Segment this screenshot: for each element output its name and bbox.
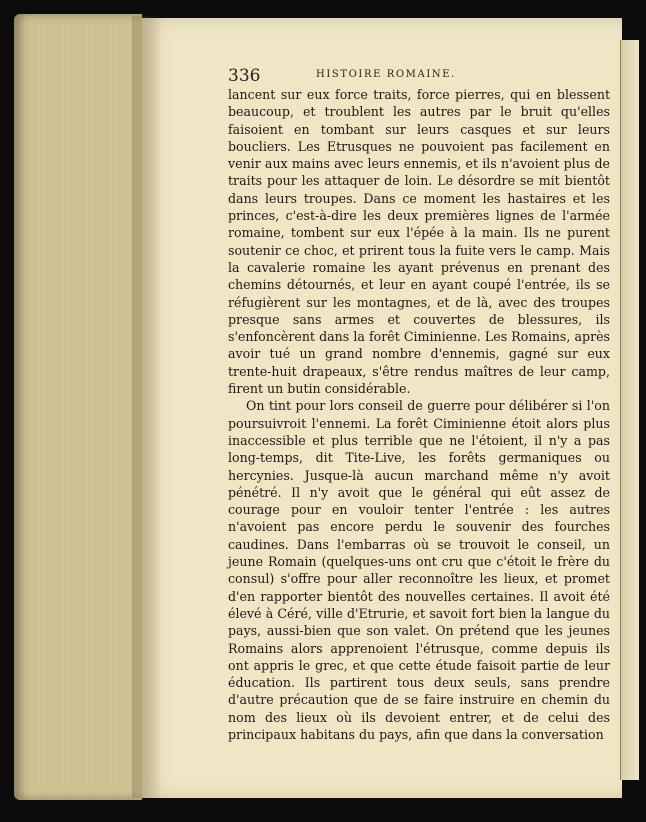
- page-header: [228, 66, 498, 88]
- gutter-shadow: [132, 16, 162, 798]
- paragraph: On tint pour lors conseil de guerre pour délibérer si l'on poursuivroit l'ennemi. La forêt Ciminienne étoit alors plus inaccessible et plus terrible que ne l'étoient, il n'y a pas long-temps, dit Tite-Live, les forêts germaniques ou hercynies. Jusque-là aucun marchand même n'y avoit pénétré. Il n'y avoit que le général qui eût assez de courage pour en vouloir tenter l'entrée : les autres n'avoient pas encore perdu le souvenir des fourches caudines. Dans l'embarras où se trouvoit le conseil, un jeune Romain (quelques-uns ont cru que c'étoit le frère du consul) s'offre pour aller reconnoître les lieux, et promet d'en rapporter bientôt des nouvelles certaines. Il avoit été élevé à Céré, ville d'Etrurie, et savoit fort bien la langue du pays, aussi-bien que son valet. On prétend que les jeunes Romains alors apprenoient l'étrusque, comme depuis ils ont appris le grec, et que cette étude faisoit partie de leur éducation. Ils partirent tous deux seuls, sans prendre d'autre précaution que de se faire instruire en chemin du nom des lieux où ils devoient entrer, et de celui des principaux habitans du pays, afin que dans la conversation: [228, 398, 610, 742]
- facing-page-edge: [620, 40, 639, 780]
- running-title: HISTOIRE ROMAINE.: [316, 69, 456, 80]
- body-text: [228, 86, 610, 743]
- page-edges: [14, 14, 142, 800]
- page-number: 336: [228, 66, 261, 86]
- paragraph: lancent sur eux force traits, force pierres, qui en blessent beaucoup, et troublent les autres par le bruit qu'elles faisoient en tombant sur leurs casques et sur leurs boucliers. Les Etrusques ne pouvoient pas facilement en venir aux mains avec leurs ennemis, et ils n'avoient plus de traits pour les attaquer de loin. Le désordre se mit bientôt dans leurs troupes. Dans ce moment les hastaires et les princes, c'est-à-dire les deux premières lignes de l'armée romaine, tombent sur eux l'épée à la main. Ils ne purent soutenir ce choc, et prirent tous la fuite vers le camp. Mais la cavalerie romaine les ayant prévenus en prenant des chemins détournés, et leur en ayant coupé l'entrée, ils se réfugièrent sur les montagnes, et de là, avec des troupes presque sans armes et couvertes de blessures, ils s'enfoncèrent dans la forêt Ciminienne. Les Romains, après avoir tué un grand nombre d'ennemis, gagné sur eux trente-huit drapeaux, s'être rendus maîtres de leur camp, firent un butin considérable.: [228, 87, 610, 397]
